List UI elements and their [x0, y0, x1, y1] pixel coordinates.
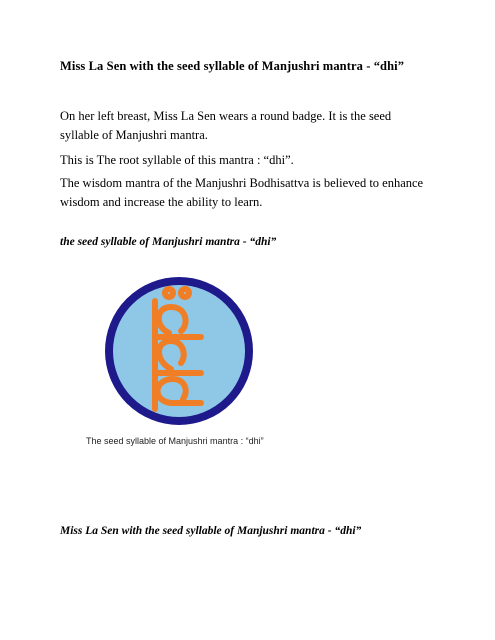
figure-caption: The seed syllable of Manjushri mantra : “dhi” [86, 436, 264, 446]
bottom-caption: Miss La Sen with the seed syllable of Manjushri mantra - “dhi” [60, 525, 362, 537]
paragraph-root-syllable: This is The root syllable of this mantra : “dhi”. [60, 153, 294, 167]
paragraph-wisdom: The wisdom mantra of the Manjushri Bodhisattva is believed to enhance wisdom and increase the ability to learn. [60, 176, 424, 209]
figure-title: the seed syllable of Manjushri mantra - “dhi” [60, 236, 277, 248]
seed-syllable-badge [104, 276, 254, 426]
paragraph-badge: On her left breast, Miss La Sen wears a round badge. It is the seed syllable of Manjushri mantra. [60, 109, 392, 142]
page-heading: Miss La Sen with the seed syllable of Manjushri mantra - “dhi” [60, 59, 405, 73]
badge-graphic [104, 276, 254, 426]
